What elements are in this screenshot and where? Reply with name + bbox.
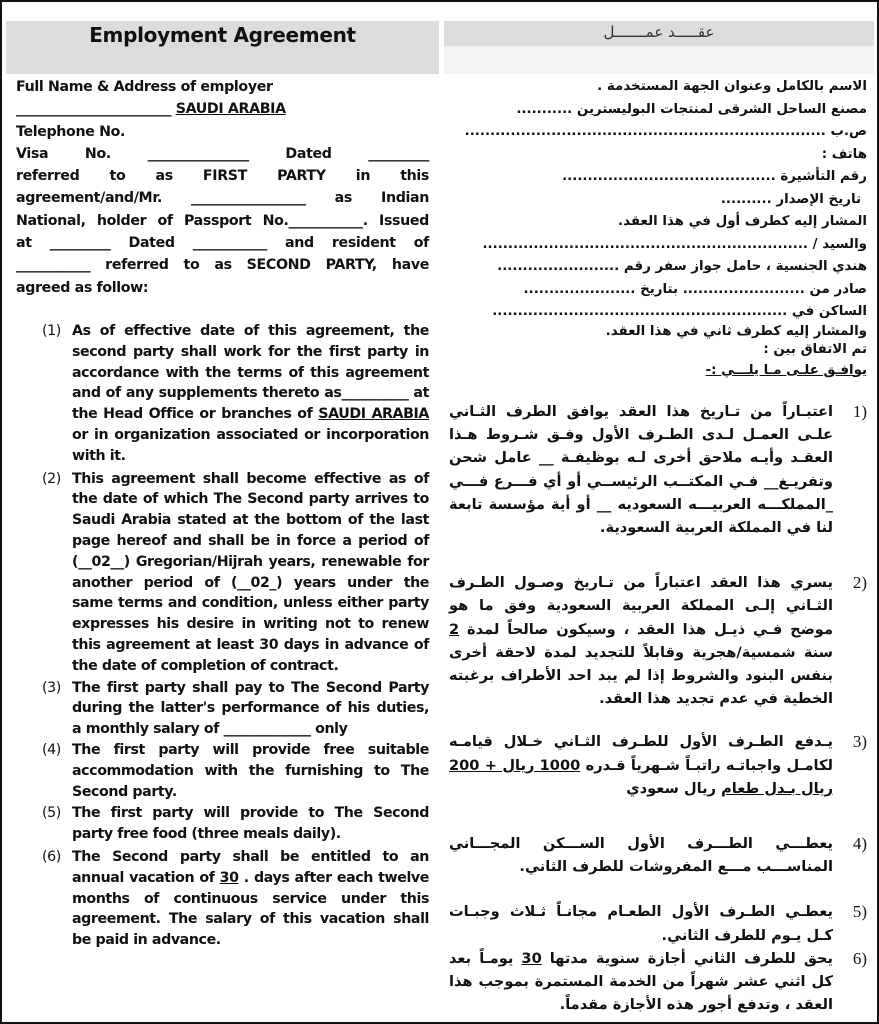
arabic-intro	[449, 76, 867, 382]
arabic-title: عقـــــد عمـــــــل	[603, 23, 715, 41]
english-clause-2: (2) This agreement shall become effective as of the date of which The Second party arrives to Saudi Arabia stated at the bottom of the last page hereof and shall be in force a period of (__02__) Gregorian/Hijrah years, renewable for another period of (__02_) years under the same terms and condition, unless either party expresses his desire in writing not to renew this agreement at least 30 days in advance of the date of completion of contract.	[42, 470, 429, 674]
arabic-clause-3: (3 يـدفع الطـرف الأول للطـرف الثـاني خـلال قيامـه لكامـل واجباتـه راتبـاً شـهرياً قـدره 1000 ريال + 200 ريال بـدل طعام ريال سعودي	[449, 732, 867, 797]
second-party-line: ___________ referred to as SECOND PARTY, have	[16, 257, 429, 274]
ar-visa-number: رقم التأشيرة ..........................................	[562, 169, 867, 184]
ar-first-party: المشار إليه كطرف أول في هذا العقد.	[618, 214, 867, 229]
ar-employer-name: مصنع الساحل الشرقى لمنتجات البوليسترين ...........	[516, 101, 867, 117]
ar-resident: الساكن في ..........................................................	[492, 304, 867, 319]
arabic-title-box	[444, 21, 874, 74]
first-party-line: referred to as FIRST PARTY in this	[16, 168, 429, 185]
ar-po-box: ص.ب .......................................................................	[464, 124, 867, 139]
ar-agreed-as-follows: يوافـق علـى مـا يلـــي :-	[705, 362, 867, 378]
english-title: Employment Agreement	[89, 23, 356, 47]
employer-label: Full Name & Address of employer	[16, 79, 273, 95]
arabic-clause-5: (5 يعطـي الطـرف الأول الطعـام مجانـاً ثـلاث وجبـات كـل يـوم للطرف الثاني.	[449, 902, 867, 944]
ar-second-party: والمشار إليه كطرف ثاني في هذا العقد.	[605, 323, 867, 339]
english-intro	[16, 76, 429, 299]
issued-line: at _________ Dated ___________ and resident of	[16, 235, 429, 252]
ar-agreed-between: تم الاتفاق بين :	[763, 342, 867, 357]
arabic-clauses	[449, 400, 867, 1016]
arabic-clause-1: (1 اعتبـاراً من تـاريخ هذا العقد يوافق الطرف الثـاني علـى العمـل لـدى الطـرف الأول وفـق شـروط هـذا العقـد وأيـه ملاحق أخرى لـه بوظيفـة __ عامل شحن وتفريـغ__ فـي المكتــب الرئيســي أو أي فـــرع فـــي _المملكـــه العربيـــه السعوديه __ أو أية مؤسسة تابعة لنا في المملكة العربية السعودية.	[449, 402, 867, 537]
ar-issue-date: تاريخ الإصدار ..........	[720, 191, 861, 207]
mr-line: agreement/and/Mr. _________________ as Indian	[16, 190, 429, 207]
english-clause-4: (4) The first party will provide free suitable accommodation with the furnishing to The Second party.	[42, 741, 429, 800]
telephone-label: Telephone No.	[16, 123, 126, 140]
ar-telephone: هاتف :	[821, 146, 867, 162]
visa-line: Visa No. _______________ Dated _________	[16, 145, 429, 162]
employer-country: SAUDI ARABIA	[175, 101, 286, 118]
passport-line: National, holder of Passport No.___________. Issued	[16, 212, 429, 229]
arabic-clause-4: (4 يعطـــي الطـــرف الأول الســـكن المجـــاني المناســـب مـــع المفروشات للطرف الثاني.	[449, 834, 867, 876]
english-title-box	[6, 21, 439, 74]
english-clause-1: (1) As of effective date of this agreement, the second party shall work for the first party in accordance with the terms of this agreement and of any supplements thereto as__________ at the Head Office or branches of SAUDI ARABIA or in organization associated or incorporation with it.	[42, 323, 430, 464]
english-clause-6: (6) The Second party shall be entitled to an annual vacation of 30 . days after each twelve months of continuous service under this agreement. The salary of this vacation shall be paid in advance.	[42, 848, 429, 949]
arabic-clause-6: (6 يحق للطرف الثاني أجازة سنوية مدتها 30 يومـاً بعد كل اثني عشر شهراً من الخدمة المستمرة بموجب هذا العقد ، وتدفع أجور هذه الأجازة مقدماً.	[449, 948, 867, 1014]
ar-employer-label: الاسم بالكامل وعنوان الجهة المستخدمة .	[597, 79, 867, 94]
english-clause-3: (3) The first party shall pay to The Second Party during the latter's performance of his duties, a monthly salary of _____________ only	[42, 679, 429, 738]
ar-passport: هندي الجنسية ، حامل جواز سفر رقم ........................	[497, 259, 867, 274]
arabic-clause-2: (2 يسري هذا العقد اعتباراً من تـاريخ وصـول الطـرف الثـاني إلـى المملكة العربية السعودية وفق ما هو موضح فـي ذيـل هذا العقد ، وسيكون صالحاً لمدة 2 سنة شمسية/هجرية وقابلاً للتجديد لمدة لاحقة أخرى بنفس البنود والشروط إذا لم يبد احد الأطراف برغبته الخطية في عدم تجديد هذا العقد.	[449, 573, 867, 708]
english-clause-5: (5) The first party will provide to The Second party free food (three meals daily).	[42, 805, 429, 843]
ar-issued-from: صادر من ........................ بتاريخ ......................	[523, 281, 867, 297]
agreed-line: agreed as follow:	[16, 279, 149, 296]
employer-address-line: _______________________ SAUDI ARABIA	[16, 101, 286, 118]
ar-mr: والسيد / ................................................................	[482, 236, 867, 252]
english-clauses	[42, 321, 429, 951]
